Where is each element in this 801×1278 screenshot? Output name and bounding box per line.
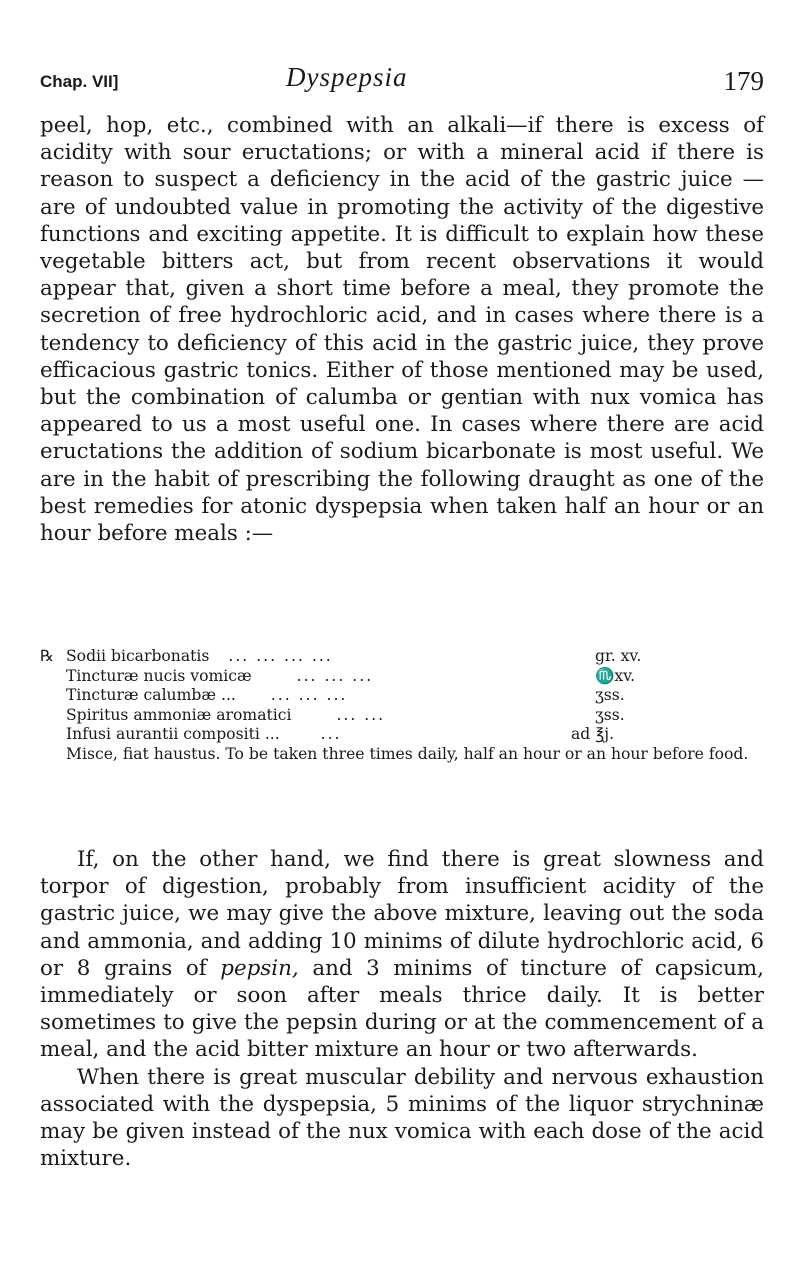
ingredient-name xyxy=(66,706,385,726)
recipe-symbol: ℞ xyxy=(40,647,54,665)
paragraph-2 xyxy=(40,846,764,1064)
ingredient-dose: ad ℥j. xyxy=(571,725,615,744)
prescription-row xyxy=(40,647,764,667)
dot-leader: ... ... ... ... xyxy=(228,647,333,665)
ingredient-name-text: Tincturæ calumbæ ... xyxy=(66,686,236,705)
ingredient-dose: ʒss. xyxy=(595,686,625,705)
ingredient-name xyxy=(66,667,373,687)
ingredient-name xyxy=(66,725,342,745)
ingredient-dose: ʒss. xyxy=(595,705,625,724)
paragraph-2-text-a: If, on the other hand, we find there is great slowness and torpor of digestion, probably from insufficient acidity of the gastric juice, we may give the above mixture, leaving out the soda and ammonia, and adding 10 minims of dilute hydrochloric acid, 6 or 8 grains of xyxy=(40,847,764,981)
ingredient-name-text: Spiritus ammoniæ aromatici xyxy=(66,705,292,724)
prescription-block xyxy=(40,647,764,765)
ingredient-name xyxy=(66,647,333,667)
paragraph-1: peel, hop, etc., combined with an alkali—if there is excess of acidity with sour eructations; or with a mineral acid if there is reason to suspect a deficiency in the acid of the gastric juice — are of undoubted value in promoting the activity of the digestive functions and exciting appetite. It is difficult to explain how these vegetable bitters act, but from recent observations it would appear that, given a short time before a meal, they promote the secretion of free hydrochloric acid, and in cases where there is a tendency to deficiency of this acid in the gastric juice, they prove efficacious gastric tonics. Either of those mentioned may be used, but the combination of calumba or gentian with nux vomica has appeared to us a most useful one. In cases where there are acid eructations the addition of sodium bicarbonate is most useful. We are in the habit of prescribing the following draught as one of the best remedies for atonic dyspepsia when taken half an hour or an hour before meals :— xyxy=(40,113,764,547)
dot-leader: ... ... ... xyxy=(296,666,374,685)
dot-leader: ... ... xyxy=(336,705,386,724)
paragraph-2-emphasis: pepsin, xyxy=(220,955,299,981)
dot-leader: ... xyxy=(320,725,342,744)
ingredient-dose: gr. xv. xyxy=(595,647,642,665)
prescription-row xyxy=(40,667,764,687)
body-continuation xyxy=(40,846,764,1172)
ingredient-name-text: Sodii bicarbonatis xyxy=(66,647,210,665)
chapter-label: Chap. VII] xyxy=(40,72,119,91)
ingredient-name-text: Tincturæ nucis vomicæ xyxy=(66,666,252,685)
paragraph-3: When there is great muscular debility and nervous exhaustion associated with the dyspepsia, 5 minims of the liquor strychninæ may be given instead of the nux vomica with each dose of the acid mixture. xyxy=(40,1064,764,1172)
prescription-directions: Misce, fiat haustus. To be taken three times daily, half an hour or an hour before food. xyxy=(66,744,749,763)
prescription-row xyxy=(40,706,764,726)
ingredient-dose: ♏xv. xyxy=(595,666,636,685)
prescription-row xyxy=(40,686,764,706)
ingredient-name-text: Infusi aurantii compositi ... xyxy=(66,725,280,744)
running-title: Dyspepsia xyxy=(286,62,408,92)
ingredient-name xyxy=(66,686,347,706)
prescription-row xyxy=(40,725,764,745)
running-head xyxy=(40,62,764,102)
dot-leader: ... ... ... xyxy=(270,686,348,705)
page-number: 179 xyxy=(723,66,764,96)
paragraph-2-text-b: and 3 minims of tincture of capsicum, immediately or soon after meals thrice daily. It is better sometimes to give the pepsin during or at the commencement of a meal, and the acid bitter mixture an hour or two afterwards. xyxy=(40,955,764,1063)
